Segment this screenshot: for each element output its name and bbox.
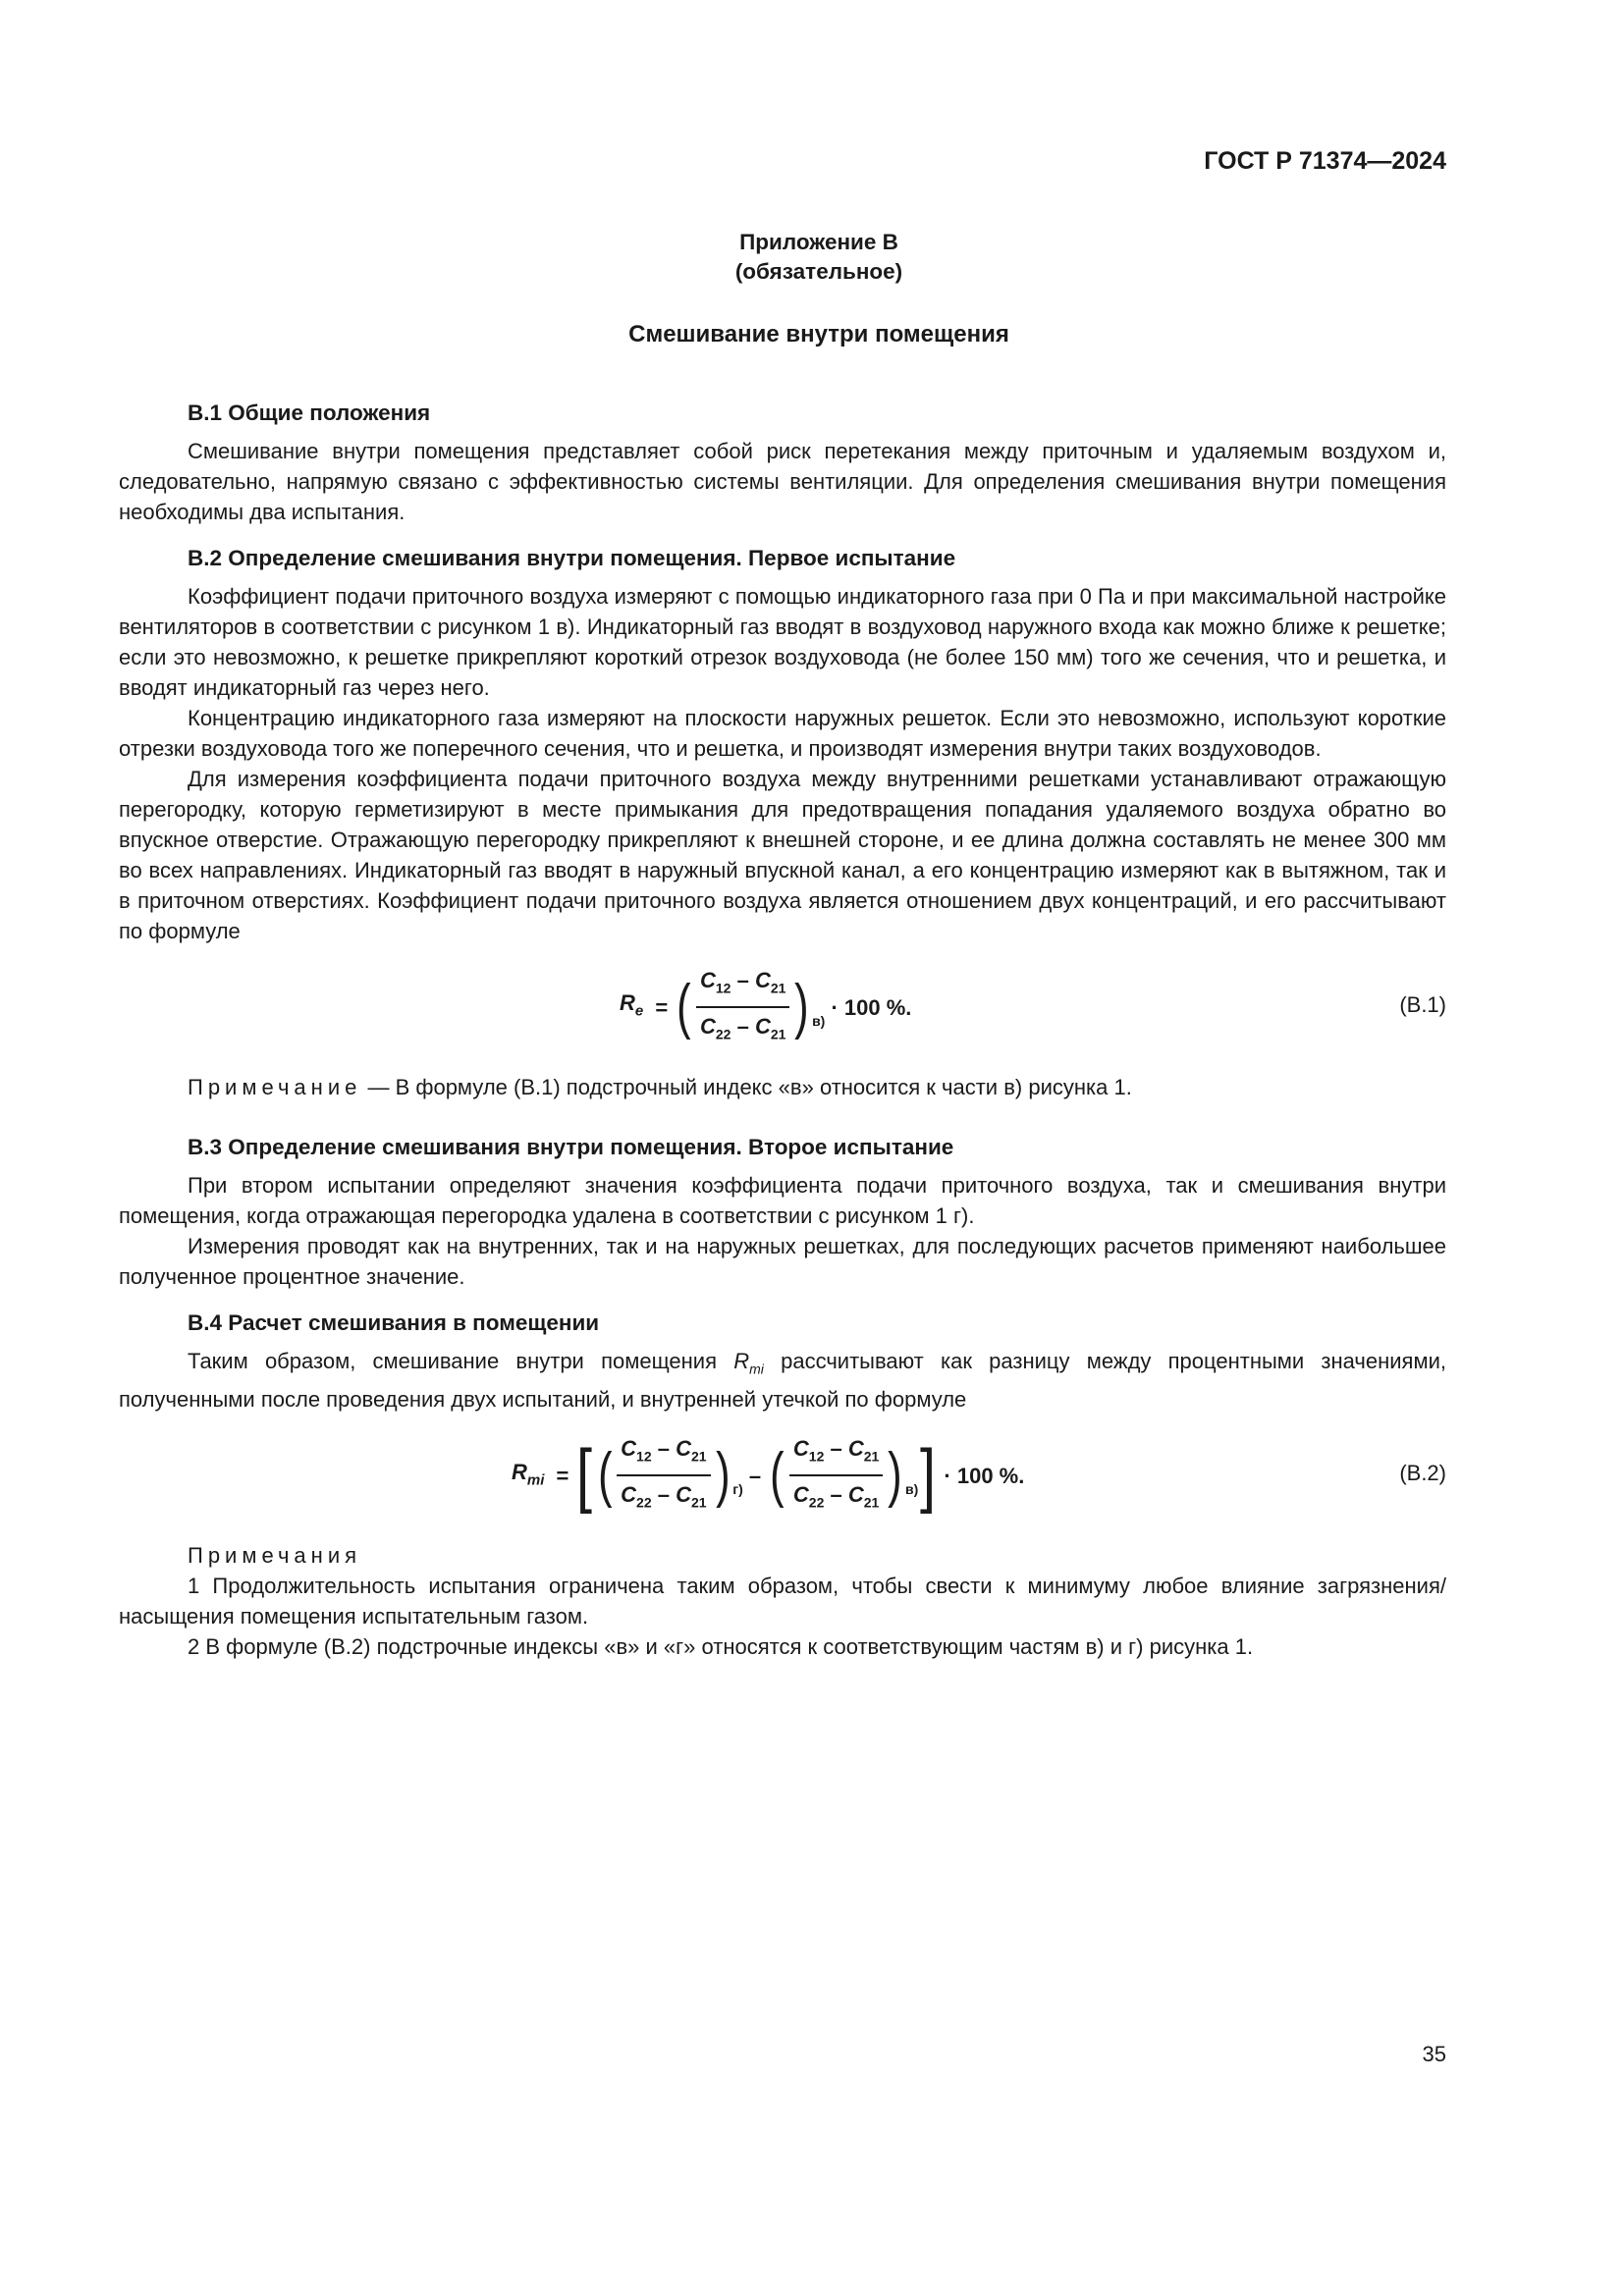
note	[119, 1072, 1446, 1102]
annex-title-block	[0, 228, 1624, 287]
section-b3	[119, 1132, 1446, 1292]
paragraph: Таким образом, смешивание внутри помещения $R_{mi}$ рассчитывают как разницу между процентными значениями, полученными после проведения двух испытаний, и внутренней утечкой по формуле	[119, 1349, 1446, 1413]
formula-subindex: в)	[905, 1481, 919, 1498]
formula-subindex: в)	[812, 1013, 826, 1029]
formula-number: (В.2)	[1399, 1461, 1446, 1486]
formula-number: (В.1)	[1399, 992, 1446, 1017]
fraction	[789, 1433, 883, 1519]
section-b1	[119, 398, 1446, 527]
paren-right: )	[715, 1441, 731, 1510]
formula-lhs: $R_e$	[620, 990, 644, 1020]
bracket-left: [	[576, 1436, 593, 1516]
annex-label: Приложение В	[739, 230, 898, 254]
page-number: 35	[1422, 2042, 1446, 2066]
paragraph: При втором испытании определяют значения коэффициента подачи приточного воздуха, так и смешивания внутри помещения, когда отражающая перегородка удалена в соответствии с рисунком 1 г).	[119, 1173, 1446, 1228]
main-content	[119, 398, 1446, 1678]
paren-left: (	[677, 973, 691, 1041]
section-b2	[119, 543, 1446, 1102]
section-b4	[119, 1308, 1446, 1662]
paragraph: Измерения проводят как на внутренних, так и на наружных решетках, для последующих расчетов применяют наибольшее полученное процентное значение.	[119, 1234, 1446, 1289]
fraction	[696, 965, 789, 1050]
note-item: 2 В формуле (В.2) подстрочные индексы «в» и «г» относятся к соответствующим частям в) и г) рисунка 1.	[188, 1634, 1254, 1660]
fraction-numerator: $C_{12} - C_{21}$	[789, 1433, 883, 1476]
section-title: В.1 Общие положения	[188, 400, 431, 425]
section-title: В.4 Расчет смешивания в помещении	[188, 1310, 600, 1335]
paragraph: Коэффициент подачи приточного воздуха измеряют с помощью индикаторного газа при 0 Па и при максимальной настройке вентиляторов в соответствии с рисунком 1 в). Индикаторный газ вводят в воздуховод наружного входа как можно ближе к решетке; если это невозможно, к решетке прикрепляют короткий отрезок воздуховода (не более 150 мм) того же сечения, что и решетка, и вводят индикаторный газ через него.	[119, 584, 1446, 700]
formula-expression	[512, 1428, 1024, 1522]
paragraph: Смешивание внутри помещения представляет собой риск перетекания между приточным и удаляемым воздухом и, следовательно, напрямую связано с эффективностью системы вентиляции. Для определения смешивания внутри помещения необходимы два испытания.	[119, 439, 1446, 524]
formula-lhs: $R_{mi}$	[512, 1459, 545, 1489]
paren-right: )	[794, 973, 809, 1041]
section-title: В.2 Определение смешивания внутри помещения. Первое испытание	[188, 546, 956, 570]
equals-sign: =	[550, 1463, 575, 1488]
fraction-denominator: $C_{22} - C_{21}$	[699, 1014, 786, 1042]
note-text: — В формуле (В.1) подстрочный индекс «в» относится к части в) рисунка 1.	[361, 1075, 1132, 1099]
note-item: 1 Продолжительность испытания ограничена таким образом, чтобы свести к минимуму любое влияние загрязнения/насыщения помещения испытательным газом.	[119, 1574, 1446, 1629]
fraction	[617, 1433, 710, 1519]
paragraph: Для измерения коэффициента подачи приточного воздуха между внутренними решетками устанавливают отражающую перегородку, которую герметизируют в месте примыкания для предотвращения попадания удаляемого воздуха обратно во впускное отверстие. Отражающую перегородку прикрепляют к внешней стороне, и ее длина должна составлять не менее 300 мм во всех направлениях. Индикаторный газ вводят в наружный впускной канал, а его концентрацию измеряют как в вытяжном, так и в приточном отверстиях. Коэффициент подачи приточного воздуха является отношением двух концентраций, и его рассчитывают по формуле	[119, 767, 1446, 943]
paren-left: (	[770, 1441, 785, 1510]
notes-label: Примечания	[188, 1543, 362, 1569]
annex-status: (обязательное)	[734, 259, 903, 284]
paragraph: Концентрацию индикаторного газа измеряют на плоскости наружных решеток. Если это невозможно, используют короткие отрезки воздуховода того же поперечного сечения, что и решетка, и производят измерения внутри таких воздуховодов.	[119, 706, 1446, 761]
fraction-numerator: $C_{12} - C_{21}$	[617, 1433, 710, 1476]
note-label: Примечание	[188, 1075, 362, 1099]
formula-tail: · 100 %.	[831, 994, 912, 1020]
formula-b2	[119, 1428, 1446, 1522]
equals-sign: =	[649, 994, 675, 1020]
document-header: ГОСТ Р 71374—2024	[1204, 147, 1446, 175]
variable-rmi: $R_{mi}$	[733, 1349, 764, 1377]
bracket-right: ]	[920, 1436, 937, 1516]
paren-left: (	[597, 1441, 613, 1510]
page-title: Смешивание внутри помещения	[628, 321, 1009, 347]
fraction-numerator: $C_{12} - C_{21}$	[696, 965, 789, 1008]
fraction-denominator: $C_{22} - C_{21}$	[621, 1482, 707, 1511]
section-title: В.3 Определение смешивания внутри помещения. Второе испытание	[188, 1135, 954, 1159]
formula-b1	[119, 960, 1446, 1054]
minus-sign: –	[748, 1463, 762, 1488]
paren-right: )	[888, 1441, 902, 1510]
formula-tail: · 100 %.	[944, 1463, 1025, 1488]
formula-expression	[620, 960, 911, 1054]
formula-subindex: г)	[732, 1481, 743, 1498]
fraction-denominator: $C_{22} - C_{21}$	[792, 1482, 880, 1511]
